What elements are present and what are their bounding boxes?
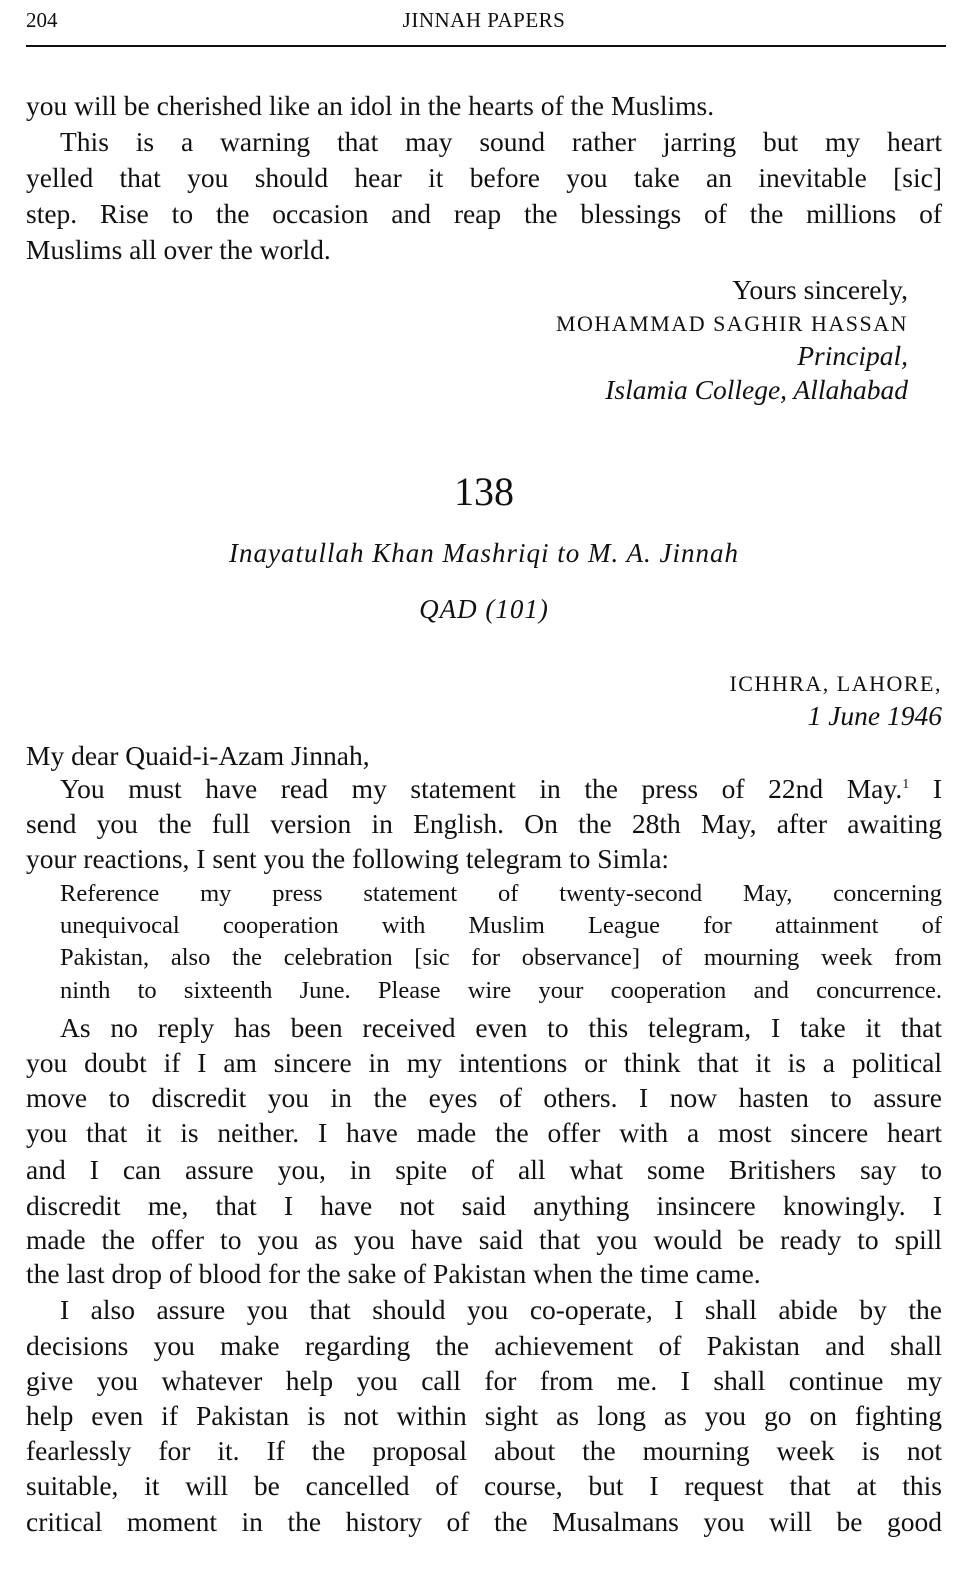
text-span: You must have read my statement in the press of 22nd May. — [60, 773, 903, 804]
text-line: critical moment in the history of the Musalmans you will be good — [26, 1506, 942, 1537]
text-line: This is a warning that may sound rather jarring but my heart — [60, 126, 942, 157]
text-line: move to discredit you in the eyes of others. I now hasten to assure — [26, 1082, 942, 1113]
text-line: fearlessly for it. If the proposal about the mourning week is not — [26, 1435, 942, 1466]
letter-date: 1 June 1946 — [807, 700, 942, 731]
letter-place: ICHHRA, LAHORE, — [729, 671, 942, 696]
text-line: step. Rise to the occasion and reap the blessings of the millions of — [26, 198, 942, 229]
text-line: and I can assure you, in spite of all what some Britishers say to — [26, 1154, 942, 1185]
document-number: 138 — [454, 469, 514, 514]
text-line: yelled that you should hear it before you take an inevitable [sic] — [26, 162, 942, 193]
text-line: suitable, it will be cancelled of course, but I request that at this — [26, 1470, 942, 1501]
text-line: Muslims all over the world. — [26, 234, 331, 265]
text-line — [60, 771, 942, 807]
text-line: I also assure you that should you co-operate, I shall abide by the — [60, 1294, 942, 1325]
text-line: you will be cherished like an idol in the hearts of the Muslims. — [26, 90, 715, 121]
document-reference: QAD (101) — [419, 594, 549, 624]
footnote-marker: 1 — [902, 776, 910, 792]
text-line: you that it is neither. I have made the offer with a most sincere heart — [26, 1117, 942, 1148]
header-rule — [26, 45, 946, 47]
text-span: I — [909, 773, 942, 804]
closing: Yours sincerely, — [732, 274, 908, 305]
text-line: the last drop of blood for the sake of Pakistan when the time came. — [26, 1258, 761, 1289]
signatory-institution: Islamia College, Allahabad — [605, 374, 908, 405]
signatory: MOHAMMAD SAGHIR HASSAN — [555, 311, 908, 336]
text-line: As no reply has been received even to this telegram, I take it that — [60, 1012, 942, 1043]
text-line: you doubt if I am sincere in my intentions or think that it is a political — [26, 1047, 942, 1078]
telegram-line: ninth to sixteenth June. Please wire your cooperation and concurrence. — [60, 977, 942, 1004]
page-number: 204 — [26, 8, 58, 32]
text-line: discredit me, that I have not said anything insincere knowingly. I — [26, 1190, 942, 1221]
running-title: JINNAH PAPERS — [402, 8, 566, 32]
document-heading: Inayatullah Khan Mashriqi to M. A. Jinnah — [229, 538, 739, 568]
text-line: help even if Pakistan is not within sight as long as you go on fighting — [26, 1400, 942, 1431]
text-line: send you the full version in English. On the 28th May, after awaiting — [26, 808, 942, 839]
text-line: your reactions, I sent you the following telegram to Simla: — [26, 843, 670, 874]
text-line: decisions you make regarding the achievement of Pakistan and shall — [26, 1330, 942, 1361]
salutation: My dear Quaid-i-Azam Jinnah, — [26, 740, 370, 771]
signatory-title: Principal, — [797, 340, 908, 371]
text-line: give you whatever help you call for from me. I shall continue my — [26, 1365, 942, 1396]
text-line: made the offer to you as you have said that you would be ready to spill — [26, 1224, 942, 1255]
telegram-line: unequivocal cooperation with Muslim League for attainment of — [60, 912, 942, 939]
telegram-line: Reference my press statement of twenty-second May, concerning — [60, 880, 942, 907]
telegram-line: Pakistan, also the celebration [sic for observance] of mourning week from — [60, 944, 942, 971]
